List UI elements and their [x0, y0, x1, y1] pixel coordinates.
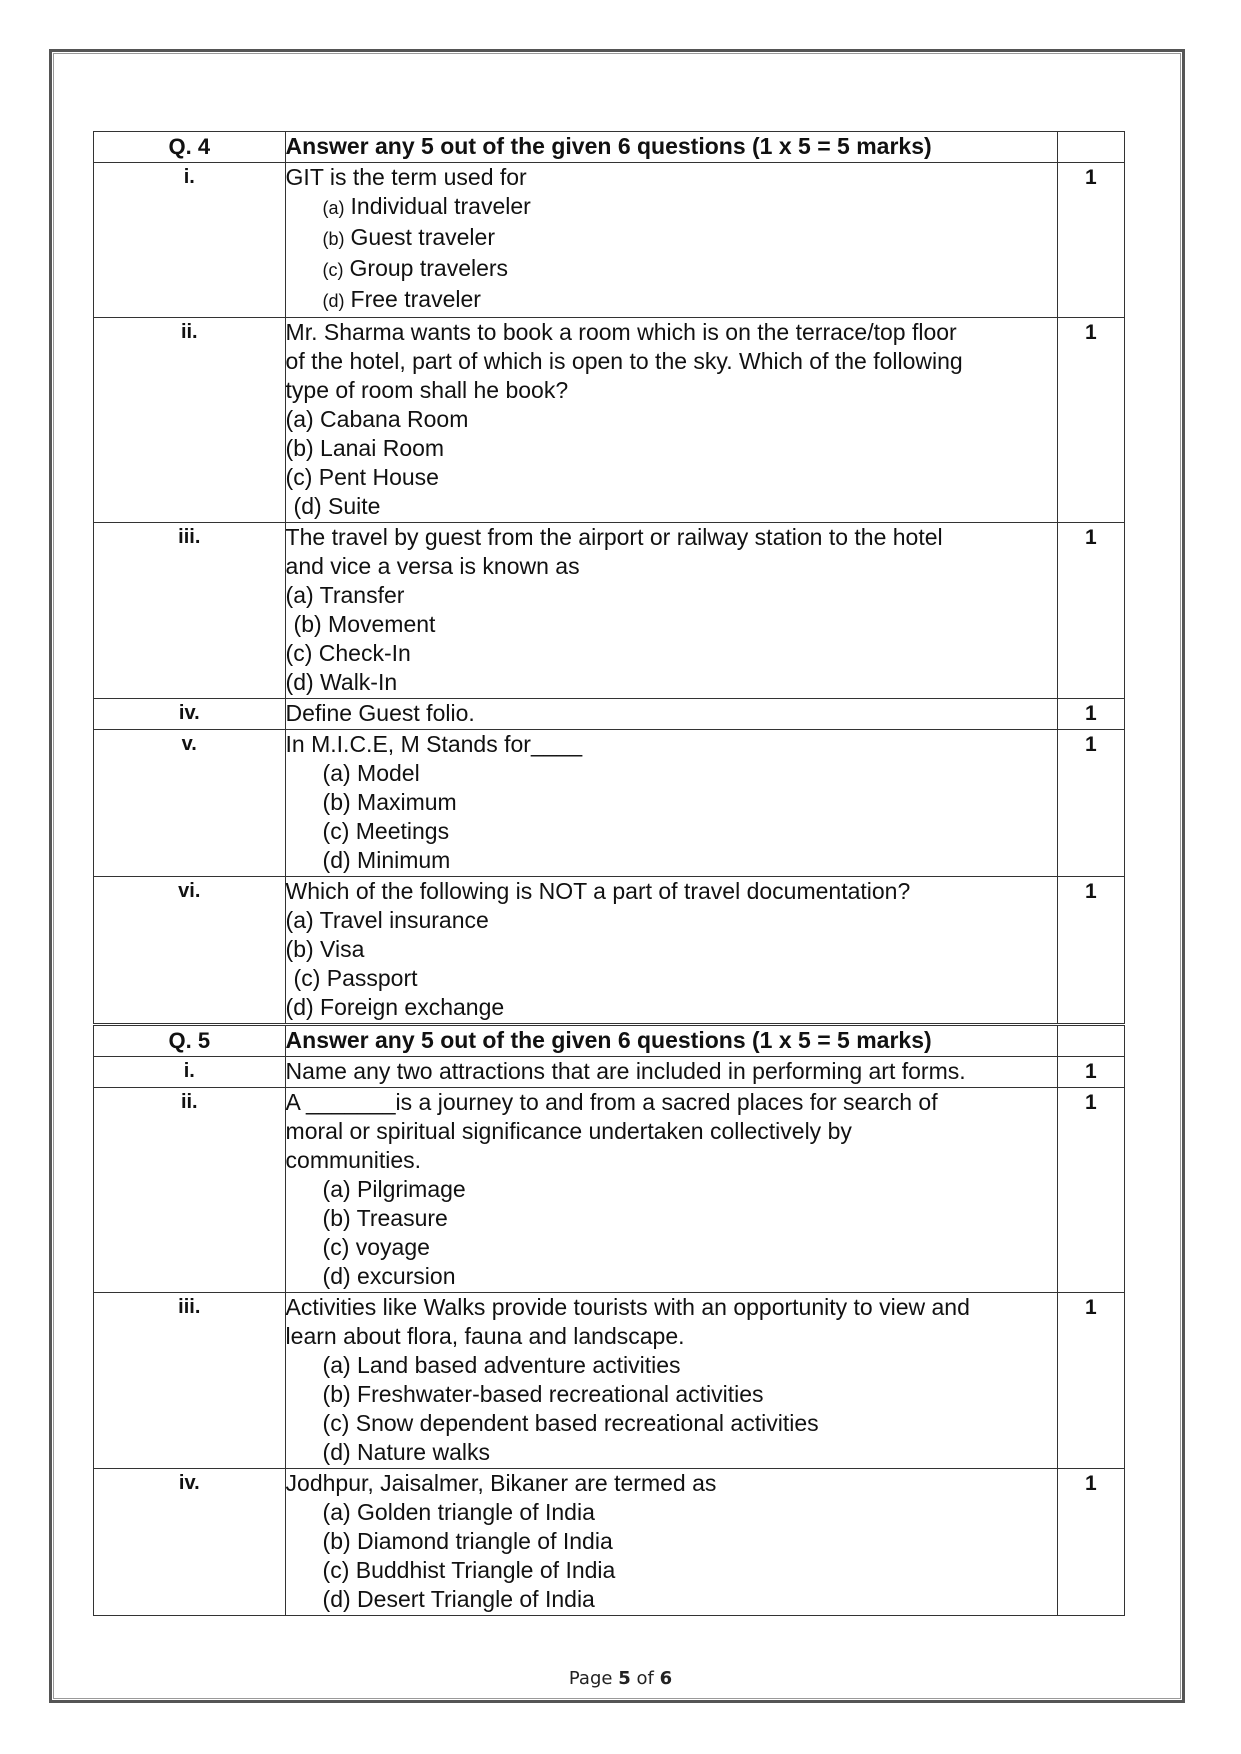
- option-c: (c) Pent House: [285, 464, 439, 490]
- page-current: 5: [618, 1668, 631, 1689]
- option-c: (c) Check-In: [285, 640, 411, 666]
- marks-header-cell: [1057, 132, 1124, 163]
- question-text: Activities like Walks provide tourists with an opportunity to view and: [285, 1294, 970, 1320]
- option-d: (d) Walk-In: [285, 669, 398, 695]
- question-text: A _______is a journey to and from a sacred places for search of: [285, 1089, 938, 1115]
- question-instructions: Answer any 5 out of the given 6 questions (1 x 5 = 5 marks): [285, 132, 1057, 163]
- option-c: (c) Buddhist Triangle of India: [322, 1557, 616, 1583]
- option-b: (b) Treasure: [322, 1205, 448, 1231]
- question-text: learn about flora, fauna and landscape.: [285, 1323, 685, 1349]
- table-row: [94, 1057, 1125, 1088]
- question-text: Define Guest folio.: [285, 700, 475, 726]
- marks-cell: 1: [1057, 1293, 1124, 1469]
- option-b: (b) Visa: [285, 936, 365, 962]
- sub-question-number: ii.: [94, 318, 286, 523]
- question-text: of the hotel, part of which is open to the sky. Which of the following: [285, 348, 963, 374]
- sub-question-body: [285, 699, 1057, 730]
- question-text: type of room shall he book?: [285, 377, 569, 403]
- option-c: (c) Passport: [293, 965, 418, 991]
- option-a: (a) Pilgrimage: [322, 1176, 466, 1202]
- question-instructions: Answer any 5 out of the given 6 questions (1 x 5 = 5 marks): [285, 1026, 1057, 1057]
- question-text: In M.I.C.E, M Stands for____: [285, 731, 583, 757]
- sub-question-number: i.: [94, 1057, 286, 1088]
- marks-cell: 1: [1057, 877, 1124, 1024]
- question-number: Q. 5: [94, 1026, 286, 1057]
- marks-cell: 1: [1057, 1088, 1124, 1293]
- marks-cell: 1: [1057, 523, 1124, 699]
- sub-question-number: v.: [94, 730, 286, 877]
- option-b: (b) Diamond triangle of India: [322, 1528, 613, 1554]
- sub-question-body: [285, 1057, 1057, 1088]
- option-a: (a) Travel insurance: [285, 907, 489, 933]
- sub-question-body: [285, 1088, 1057, 1293]
- question-text: Which of the following is NOT a part of travel documentation?: [285, 878, 911, 904]
- question-text: Name any two attractions that are included in performing art forms.: [285, 1058, 966, 1084]
- question-text: Jodhpur, Jaisalmer, Bikaner are termed as: [285, 1470, 717, 1496]
- marks-cell: 1: [1057, 1057, 1124, 1088]
- table-row: [94, 163, 1125, 318]
- question-text: communities.: [285, 1147, 422, 1173]
- question-text: GIT is the term used for: [285, 164, 527, 190]
- question-text: Mr. Sharma wants to book a room which is on the terrace/top floor: [285, 319, 957, 345]
- option-d: (d) Foreign exchange: [285, 994, 505, 1020]
- table-row: [94, 699, 1125, 730]
- sub-question-number: iv.: [94, 699, 286, 730]
- of-word: of: [636, 1668, 654, 1689]
- table-row: [94, 1469, 1125, 1616]
- option-d: (d) excursion: [322, 1263, 456, 1289]
- option-d: (d) Desert Triangle of India: [322, 1586, 595, 1612]
- table-row: [94, 523, 1125, 699]
- sub-question-number: i.: [94, 163, 286, 318]
- option-d: (d) Free traveler: [322, 286, 481, 312]
- sub-question-number: iii.: [94, 1293, 286, 1469]
- marks-cell: 1: [1057, 318, 1124, 523]
- option-a: (a) Transfer: [285, 582, 405, 608]
- question-number: Q. 4: [94, 132, 286, 163]
- sub-question-body: [285, 730, 1057, 877]
- question-text: The travel by guest from the airport or railway station to the hotel: [285, 524, 943, 550]
- option-c: (c) voyage: [322, 1234, 430, 1260]
- marks-cell: 1: [1057, 163, 1124, 318]
- sub-question-number: ii.: [94, 1088, 286, 1293]
- sub-question-body: [285, 318, 1057, 523]
- sub-question-body: [285, 1469, 1057, 1616]
- sub-question-body: [285, 1293, 1057, 1469]
- table-row: [94, 1293, 1125, 1469]
- option-a: (a) Land based adventure activities: [322, 1352, 681, 1378]
- sub-question-body: [285, 163, 1057, 318]
- option-b: (b) Guest traveler: [322, 224, 495, 250]
- option-c: (c) Meetings: [322, 818, 450, 844]
- option-c: (c) Group travelers: [322, 255, 509, 281]
- question-5-table: [93, 1025, 1125, 1616]
- option-a: (a) Golden triangle of India: [322, 1499, 595, 1525]
- question-5-header-row: [94, 1026, 1125, 1057]
- table-row: [94, 877, 1125, 1024]
- option-a: (a) Individual traveler: [322, 193, 531, 219]
- marks-cell: 1: [1057, 699, 1124, 730]
- table-row: [94, 318, 1125, 523]
- table-row: [94, 730, 1125, 877]
- option-b: (b) Freshwater-based recreational activities: [322, 1381, 764, 1407]
- sub-question-body: [285, 523, 1057, 699]
- option-b: (b) Movement: [293, 611, 436, 637]
- option-d: (d) Nature walks: [322, 1439, 490, 1465]
- option-b: (b) Maximum: [322, 789, 457, 815]
- page-total: 6: [659, 1668, 673, 1689]
- marks-header-cell: [1057, 1026, 1124, 1057]
- page-footer: [0, 1668, 1241, 1689]
- option-a: (a) Cabana Room: [285, 406, 469, 432]
- question-4-header-row: [94, 132, 1125, 163]
- option-a: (a) Model: [322, 760, 420, 786]
- sub-question-number: iv.: [94, 1469, 286, 1616]
- sub-question-number: iii.: [94, 523, 286, 699]
- sub-question-number: vi.: [94, 877, 286, 1024]
- option-d: (d) Suite: [293, 493, 381, 519]
- sub-question-body: [285, 877, 1057, 1024]
- option-b: (b) Lanai Room: [285, 435, 445, 461]
- question-text: moral or spiritual significance undertaken collectively by: [285, 1118, 852, 1144]
- marks-cell: 1: [1057, 1469, 1124, 1616]
- page-word: Page: [568, 1668, 613, 1689]
- question-4-table: [93, 131, 1125, 1024]
- option-c: (c) Snow dependent based recreational activities: [322, 1410, 819, 1436]
- option-d: (d) Minimum: [322, 847, 451, 873]
- question-text: and vice a versa is known as: [285, 553, 580, 579]
- table-row: [94, 1088, 1125, 1293]
- marks-cell: 1: [1057, 730, 1124, 877]
